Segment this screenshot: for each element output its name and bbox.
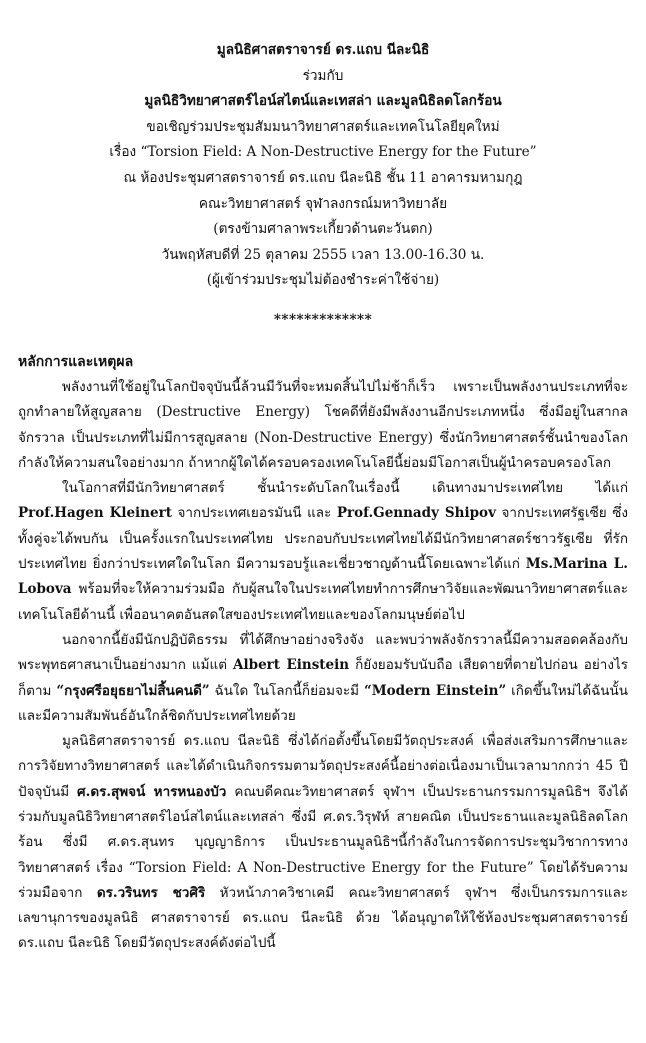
invitation-header — [18, 38, 628, 294]
paragraph-1: พลังงานที่ใช้อยู่ในโลกปัจจุบันนี้ล้วนมีวันที่จะหมดสิ้นไปไม่ช้าก็เร็ว เพราะเป็นพลังงานประเภทที่จะถูกทำลายให้สูญสลาย (Destructive Energy) โชคดีที่ยังมีพลังงานอีกประเภทหนึ่ง ซึ่งมีอยู่ในสากลจักรวาล เป็นประเภทที่ไม่มีการสูญสลาย (Non-Destructive Energy) ซึ่งนักวิทยาศาสตร์ชั้นนำของโลกกำลังให้ความสนใจอย่างมาก ถ้าหากผู้ใดได้ครอบครองเทคโนโลยีนี้ย่อมมีโอกาสเป็นผู้นำครอบครองโลก — [18, 378, 628, 471]
p3-text-4: เกิดขึ้นใหม่ได้ฉันนั้น และมีความสัมพันธ์อันใกล้ชิดกับประเทศไทยด้วย — [18, 682, 628, 724]
seminar-topic: เรื่อง “Torsion Field: A Non-Destructive Energy for the Future” — [109, 144, 537, 161]
person-dean: ศ.ดร.สุพจน์ หารหนองบัว — [77, 783, 227, 800]
person-einstein: Albert Einstein — [233, 657, 350, 674]
partner-foundations: มูลนิธิวิทยาศาสตร์ไอน์สไตน์และเทสล่า และมูลนิธิลดโลกร้อน — [144, 93, 502, 110]
free-admission-note: (ผู้เข้าร่วมประชุมไม่ต้องชำระค่าใช้จ่าย) — [206, 272, 440, 289]
foundation-name: มูลนิธิศาสตราจารย์ ดร.แถบ นีละนิธิ — [216, 42, 430, 58]
p2-text-4: พร้อมที่จะให้ความร่วมมือ กับผู้สนใจในประเทศไทยทำการศึกษาวิจัยและพัฒนาวิทยาศาสตร์และเทคโนโลยีด้านนี้ เพื่ออนาคตอันสดใสของประเทศไทยและของโลกมนุษย์ต่อไป — [18, 581, 628, 623]
p3-text-1: นอกจากนี้ยังมีนักปฏิบัติธรรม ที่ได้ศึกษาอย่างจริงจัง และพบว่าพลังจักรวาลนี้มีความสอดคล้องกับพระพุทธศาสนาเป็นอย่างมาก แม้แต่ — [18, 631, 628, 674]
person-head-chemistry: ดร.วรินทร ชวศิริ — [96, 884, 206, 901]
person-lobova: Ms.Marina L. Lobova — [18, 556, 628, 598]
p3-text-2: ก็ยังยอมรับนับถือ เสียดายที่ตายไปก่อน อย่างไรก็ตาม — [18, 657, 628, 699]
with-label: ร่วมกับ — [302, 67, 344, 84]
separator: ************* — [273, 311, 373, 328]
p2-text-2: จากประเทศเยอรมันนี และ — [171, 505, 337, 522]
p4-text-2: คณบดีคณะวิทยาศาสตร์ จุฬาฯ เป็นประธานกรรมการมูลนิธิฯ จึงได้ร่วมกับมูลนิธิวิทยาศาสตร์ไอน์สไตน์และเทสล่า ซึ่งมี ศ.ดร.วิรุฬห์ สายคณิต เป็นประธานและมูลนิธิลดโลกร้อน ซึ่งมี ศ.ดร.สุนทร บุญญาธิการ เป็นประธานมูลนิธิฯนี้กำลังในการจัดการประชุมวิชาการทางวิทยาศาสตร์ เรื่อง “Torsion Field: A Non-Destructive Energy for the Future” โดยได้รับความร่วมมือจาก — [18, 783, 628, 901]
p2-text-3: จากประเทศรัฐเซีย ซึ่งทั้งคู่จะได้พบกัน เป็นครั้งแรกในประเทศไทย ประกอบกับประเทศไทยได้มีนักวิทยาศาสตร์ชาวรัฐเซีย ที่รักประเทศไทย ยิ่งกว่าประเทศใดในโลก มีความรอบรู้และเชี่ยวชาญด้านนี้โดยเฉพาะได้แก่ — [18, 505, 628, 573]
invitation-line: ขอเชิญร่วมประชุมสัมมนาวิทยาศาสตร์และเทคโนโลยียุคใหม่ — [146, 118, 500, 135]
venue-line: ณ ห้องประชุมศาสตราจารย์ ดร.แถบ นีละนิธิ ชั้น 11 อาคารมหามกุฎ — [123, 169, 523, 186]
person-kleinert: Prof.Hagen Kleinert — [18, 505, 172, 522]
p4-text-3: หัวหน้าภาควิชาเคมี คณะวิทยาศาสตร์ จุฬาฯ ซึ่งเป็นกรรมการและเลขานุการของมูลนิธิ ศาสตราจารย์ ดร.แถบ นีละนิธิ ด้วย ได้อนุญาตให้ใช้ห้องประชุมศาสตราจารย์ ดร.แถบ นีละนิธิ โดยมีวัตถุประสงค์ดังต่อไปนี้ — [18, 884, 628, 952]
person-shipov: Prof.Gennady Shipov — [336, 505, 496, 522]
date-time-line: วันพฤหัสบดีที่ 25 ตุลาคม 2555 เวลา 13.00-16.30 น. — [161, 246, 485, 263]
quote-modern-einstein: “Modern Einstein” — [363, 682, 507, 699]
paragraph-3 — [18, 628, 628, 729]
p3-text-3: ฉันใด ในโลกนี้ก็ย่อมจะมี — [209, 682, 364, 699]
p4-text-1: มูลนิธิศาสตราจารย์ ดร.แถบ นีละนิธิ ซึ่งได้ก่อตั้งขึ้นโดยมีวัตถุประสงค์ เพื่อส่งเสริมการศึกษาและการวิจัยทางวิทยาศาสตร์ และได้ดำเนินกิจกรรมตามวัตถุประสงค์นี้อย่างต่อเนื่องมาเป็นเวลามากกว่า 45 ปี ปัจจุบันมี — [18, 733, 628, 800]
section-title: หลักการและเหตุผล — [18, 353, 134, 370]
paragraph-4 — [18, 729, 628, 957]
p2-text-1: ในโอกาสที่มีนักวิทยาศาสตร์ ชั้นนำระดับโลกในเรื่องนี้ เดินทางมาประเทศไทย ได้แก่ — [62, 480, 628, 497]
quote-ayutthaya: “กรุงศรีอยุธยาไม่สิ้นคนดี” — [56, 682, 210, 699]
location-note: (ตรงข้ามศาลาพระเกี้ยวด้านตะวันตก) — [213, 221, 433, 238]
paragraph-2 — [18, 476, 628, 628]
faculty-line: คณะวิทยาศาสตร์ จุฬาลงกรณ์มหาวิทยาลัย — [198, 195, 448, 212]
